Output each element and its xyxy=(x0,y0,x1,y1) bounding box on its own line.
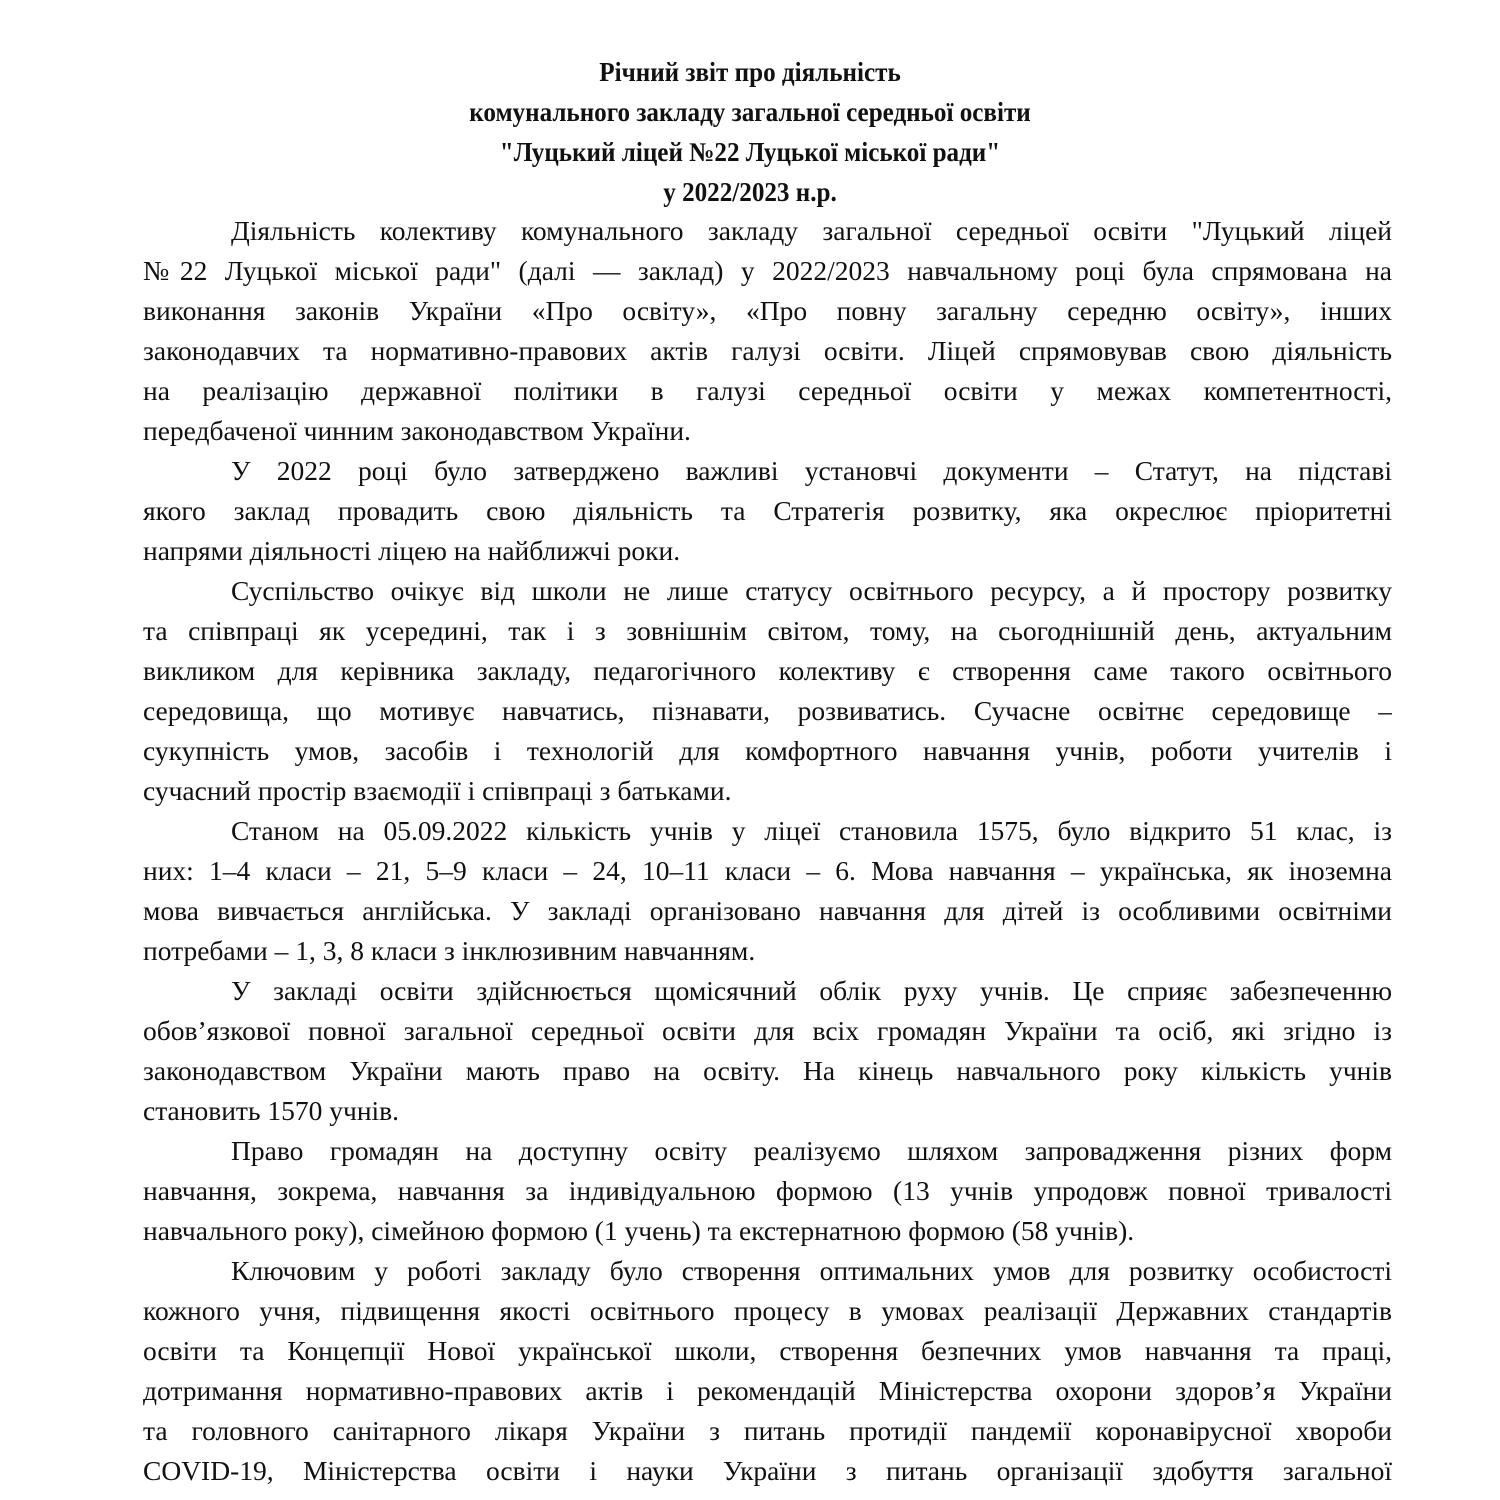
title-line-4: у 2022/2023 н.р. xyxy=(663,177,837,207)
paragraph-7-line-1: Ключовим у роботі закладу було створення оптимальних умов для розвитку особистості xyxy=(231,1255,1392,1286)
paragraph-1-line-3: виконання законів України «Про освіту», «Про повну загальну середню освіту», інших xyxy=(143,295,1392,326)
paragraph-7-line-2: кожного учня, підвищення якості освітнього процесу в умовах реалізації Державних стандартів xyxy=(143,1295,1392,1326)
paragraph-2-line-3: напрями діяльності ліцею на найближчі роки. xyxy=(143,535,681,566)
paragraph-4-line-2: них: 1–4 класи – 21, 5–9 класи – 24, 10–11 класи – 6. Мова навчання – українська, як іноземна xyxy=(143,855,1392,886)
paragraph-3-line-5: сукупність умов, засобів і технологій для комфортного навчання учнів, роботи учителів і xyxy=(143,735,1392,766)
paragraph-4-line-3: мова вивчається англійська. У закладі організовано навчання для дітей із особливими освітніми xyxy=(143,895,1392,926)
title-line-3: "Луцький ліцей №22 Луцької міської ради" xyxy=(499,137,1001,167)
paragraph-3-line-6: сучасний простір взаємодії і співпраці з батьками. xyxy=(143,775,732,806)
paragraph-1-line-6: передбаченої чинним законодавством України. xyxy=(143,415,691,446)
document-body xyxy=(143,211,1392,1491)
paragraph-5-line-4: становить 1570 учнів. xyxy=(143,1095,400,1126)
paragraph-3-line-3: викликом для керівника закладу, педагогічного колективу є створення саме такого освітнього xyxy=(143,655,1392,686)
paragraph-1-line-1: Діяльність колективу комунального закладу загальної середньої освіти "Луцький ліцей xyxy=(231,215,1392,246)
paragraph-6-line-1: Право громадян на доступну освіту реалізуємо шляхом запровадження різних форм xyxy=(231,1135,1392,1166)
document-title xyxy=(53,52,1448,212)
paragraph-3-line-1: Суспільство очікує від школи не лише статусу освітнього ресурсу, а й простору розвитку xyxy=(231,575,1392,606)
paragraph-5-line-1: У закладі освіти здійснюється щомісячний облік руху учнів. Це сприяє забезпеченню xyxy=(231,975,1392,1006)
paragraph-1-line-5: на реалізацію державної політики в галузі середньої освіти у межах компетентності, xyxy=(143,375,1392,406)
title-line-1: Річний звіт про діяльність xyxy=(599,57,901,87)
paragraph-3-line-2: та співпраці як усередині, так і з зовнішнім світом, тому, на сьогоднішній день, актуальним xyxy=(143,615,1392,646)
paragraph-7-line-6: COVID-19, Міністерства освіти і науки України з питань організації здобуття загальної xyxy=(143,1455,1392,1486)
paragraph-4-line-1: Станом на 05.09.2022 кількість учнів у ліцеї становила 1575, було відкрито 51 клас, із xyxy=(231,815,1392,846)
paragraph-7-line-4: дотримання нормативно-правових актів і рекомендацій Міністерства охорони здоров’я України xyxy=(143,1375,1392,1406)
paragraph-1-line-2: №22 Луцької міської ради" (далі — заклад) у 2022/2023 навчальному році була спрямована на xyxy=(143,255,1392,286)
paragraph-2-line-2: якого заклад провадить свою діяльність та Стратегія розвитку, яка окреслює пріоритетні xyxy=(143,495,1392,526)
paragraph-6-line-3: навчального року), сімейною формою (1 учень) та екстернатною формою (58 учнів). xyxy=(143,1215,1135,1246)
paragraph-3-line-4: середовища, що мотивує навчатись, пізнавати, розвиватись. Сучасне освітнє середовище – xyxy=(143,695,1392,726)
paragraph-5-line-3: законодавством України мають право на освіту. На кінець навчального року кількість учнів xyxy=(143,1055,1392,1086)
paragraph-5-line-2: обов’язкової повної загальної середньої освіти для всіх громадян України та осіб, які згідно із xyxy=(143,1015,1392,1046)
paragraph-7-line-5: та головного санітарного лікаря України з питань протидії пандемії коронавірусної хвороби xyxy=(143,1415,1392,1446)
paragraph-7-line-3: освіти та Концепції Нової української школи, створення безпечних умов навчання та праці, xyxy=(143,1335,1392,1366)
title-line-2: комунального закладу загальної середньої освіти xyxy=(469,97,1031,127)
paragraph-4-line-4: потребами – 1, 3, 8 класи з інклюзивним навчанням. xyxy=(143,935,756,966)
paragraph-6-line-2: навчання, зокрема, навчання за індивідуальною формою (13 учнів упродовж повної тривалості xyxy=(143,1175,1392,1206)
paragraph-2-line-1: У 2022 році було затверджено важливі установчі документи – Статут, на підставі xyxy=(231,455,1392,486)
paragraph-1-line-4: законодавчих та нормативно-правових актів галузі освіти. Ліцей спрямовував свою діяльність xyxy=(143,335,1392,366)
